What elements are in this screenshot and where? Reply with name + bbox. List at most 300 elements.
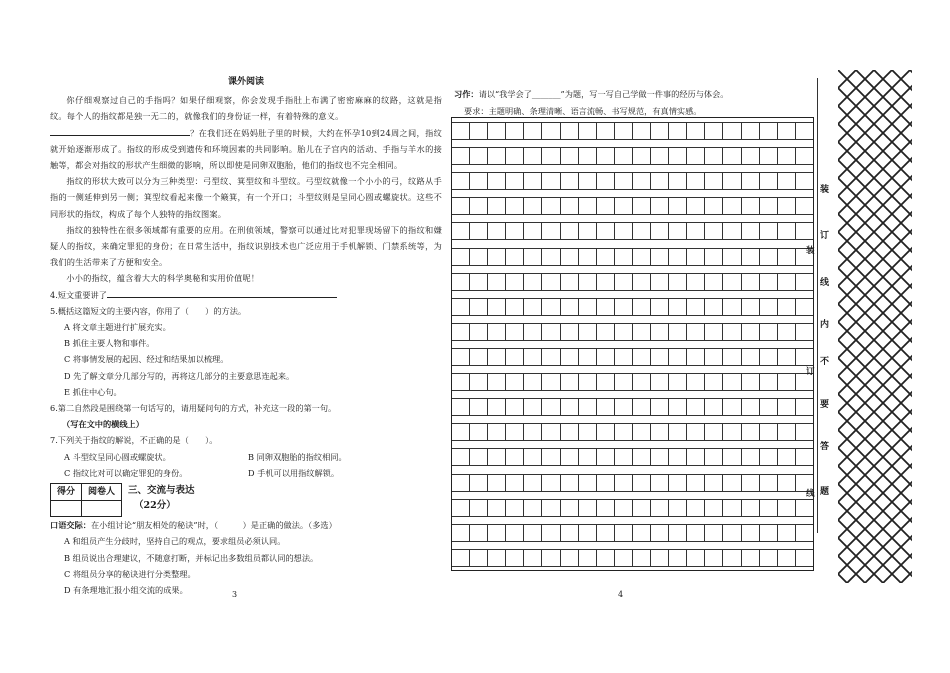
grid-cell[interactable] bbox=[561, 449, 579, 465]
grid-cell[interactable] bbox=[651, 525, 669, 541]
grid-cell[interactable] bbox=[687, 173, 705, 189]
grid-cell[interactable] bbox=[524, 274, 542, 290]
grid-cell[interactable] bbox=[470, 249, 488, 265]
grid-cell[interactable] bbox=[542, 324, 560, 340]
grid-cell[interactable] bbox=[524, 525, 542, 541]
grid-cell[interactable] bbox=[705, 223, 723, 239]
grid-cell[interactable] bbox=[796, 299, 813, 315]
grid-cell[interactable] bbox=[597, 475, 615, 491]
grid-cell[interactable] bbox=[506, 525, 524, 541]
grid-cell[interactable] bbox=[615, 374, 633, 390]
grid-cell[interactable] bbox=[542, 249, 560, 265]
grid-cell[interactable] bbox=[561, 274, 579, 290]
grid-cell[interactable] bbox=[579, 223, 597, 239]
grid-cell[interactable] bbox=[633, 148, 651, 164]
grid-cell[interactable] bbox=[760, 449, 778, 465]
answer-line-q4[interactable] bbox=[107, 288, 337, 298]
grid-cell[interactable] bbox=[723, 223, 741, 239]
grid-cell[interactable] bbox=[488, 223, 506, 239]
grid-cell[interactable] bbox=[796, 173, 813, 189]
grid-cell[interactable] bbox=[705, 148, 723, 164]
grid-cell[interactable] bbox=[742, 374, 760, 390]
grid-cell[interactable] bbox=[452, 173, 470, 189]
grid-cell[interactable] bbox=[669, 525, 687, 541]
grid-cell[interactable] bbox=[542, 399, 560, 415]
grid-cell[interactable] bbox=[470, 274, 488, 290]
grid-cell[interactable] bbox=[669, 475, 687, 491]
grid-cell[interactable] bbox=[742, 424, 760, 440]
grid-cell[interactable] bbox=[506, 475, 524, 491]
grid-cell[interactable] bbox=[687, 475, 705, 491]
grid-cell[interactable] bbox=[452, 399, 470, 415]
grid-cell[interactable] bbox=[597, 550, 615, 566]
grid-cell[interactable] bbox=[669, 324, 687, 340]
grid-cell[interactable] bbox=[778, 525, 796, 541]
grid-cell[interactable] bbox=[705, 173, 723, 189]
grid-cell[interactable] bbox=[687, 374, 705, 390]
grid-cell[interactable] bbox=[579, 274, 597, 290]
grid-cell[interactable] bbox=[488, 148, 506, 164]
grid-cell[interactable] bbox=[778, 274, 796, 290]
grid-cell[interactable] bbox=[488, 173, 506, 189]
grid-cell[interactable] bbox=[615, 525, 633, 541]
grid-cell[interactable] bbox=[651, 374, 669, 390]
grid-cell[interactable] bbox=[669, 424, 687, 440]
grid-cell[interactable] bbox=[597, 500, 615, 516]
grid-cell[interactable] bbox=[723, 449, 741, 465]
grid-cell[interactable] bbox=[723, 374, 741, 390]
grid-cell[interactable] bbox=[705, 349, 723, 365]
grid-cell[interactable] bbox=[524, 249, 542, 265]
grid-cell[interactable] bbox=[705, 525, 723, 541]
grid-cell[interactable] bbox=[651, 324, 669, 340]
grid-cell[interactable] bbox=[452, 374, 470, 390]
grid-cell[interactable] bbox=[633, 324, 651, 340]
grid-cell[interactable] bbox=[561, 223, 579, 239]
grid-cell[interactable] bbox=[687, 500, 705, 516]
grid-cell[interactable] bbox=[561, 249, 579, 265]
grid-cell[interactable] bbox=[542, 424, 560, 440]
grid-cell[interactable] bbox=[542, 550, 560, 566]
grid-cell[interactable] bbox=[742, 349, 760, 365]
grid-cell[interactable] bbox=[651, 299, 669, 315]
grid-cell[interactable] bbox=[579, 475, 597, 491]
grid-cell[interactable] bbox=[723, 399, 741, 415]
grid-cell[interactable] bbox=[723, 198, 741, 214]
grid-cell[interactable] bbox=[561, 374, 579, 390]
grid-cell[interactable] bbox=[452, 223, 470, 239]
grid-cell[interactable] bbox=[524, 449, 542, 465]
grid-cell[interactable] bbox=[760, 424, 778, 440]
grid-cell[interactable] bbox=[778, 349, 796, 365]
grid-cell[interactable] bbox=[669, 449, 687, 465]
grid-cell[interactable] bbox=[488, 274, 506, 290]
grid-cell[interactable] bbox=[470, 449, 488, 465]
grid-cell[interactable] bbox=[687, 550, 705, 566]
grid-cell[interactable] bbox=[633, 173, 651, 189]
grid-cell[interactable] bbox=[561, 324, 579, 340]
grid-cell[interactable] bbox=[796, 525, 813, 541]
grid-cell[interactable] bbox=[760, 299, 778, 315]
grid-cell[interactable] bbox=[705, 424, 723, 440]
grid-cell[interactable] bbox=[669, 349, 687, 365]
grid-cell[interactable] bbox=[542, 449, 560, 465]
grid-cell[interactable] bbox=[705, 274, 723, 290]
grid-cell[interactable] bbox=[561, 424, 579, 440]
grid-cell[interactable] bbox=[778, 148, 796, 164]
grid-cell[interactable] bbox=[651, 500, 669, 516]
grid-cell[interactable] bbox=[452, 249, 470, 265]
grid-cell[interactable] bbox=[760, 249, 778, 265]
grid-cell[interactable] bbox=[579, 399, 597, 415]
grid-cell[interactable] bbox=[651, 148, 669, 164]
grid-cell[interactable] bbox=[760, 475, 778, 491]
grid-cell[interactable] bbox=[561, 500, 579, 516]
grid-cell[interactable] bbox=[705, 198, 723, 214]
grid-cell[interactable] bbox=[651, 349, 669, 365]
grid-cell[interactable] bbox=[633, 550, 651, 566]
grid-cell[interactable] bbox=[524, 223, 542, 239]
grid-cell[interactable] bbox=[760, 274, 778, 290]
grid-cell[interactable] bbox=[488, 123, 506, 139]
grid-cell[interactable] bbox=[633, 500, 651, 516]
grid-cell[interactable] bbox=[687, 198, 705, 214]
grid-cell[interactable] bbox=[742, 198, 760, 214]
grid-cell[interactable] bbox=[669, 500, 687, 516]
grid-cell[interactable] bbox=[579, 249, 597, 265]
grid-cell[interactable] bbox=[723, 525, 741, 541]
grid-cell[interactable] bbox=[615, 148, 633, 164]
grid-cell[interactable] bbox=[524, 148, 542, 164]
grid-cell[interactable] bbox=[705, 475, 723, 491]
grid-cell[interactable] bbox=[705, 374, 723, 390]
grid-cell[interactable] bbox=[488, 475, 506, 491]
grid-cell[interactable] bbox=[687, 399, 705, 415]
grid-cell[interactable] bbox=[470, 299, 488, 315]
grid-cell[interactable] bbox=[633, 299, 651, 315]
grid-cell[interactable] bbox=[796, 274, 813, 290]
grid-cell[interactable] bbox=[506, 324, 524, 340]
grid-cell[interactable] bbox=[760, 500, 778, 516]
grid-cell[interactable] bbox=[488, 299, 506, 315]
grid-cell[interactable] bbox=[524, 500, 542, 516]
grid-cell[interactable] bbox=[687, 424, 705, 440]
grid-cell[interactable] bbox=[778, 500, 796, 516]
grid-cell[interactable] bbox=[796, 424, 813, 440]
grid-cell[interactable] bbox=[723, 123, 741, 139]
grid-cell[interactable] bbox=[742, 274, 760, 290]
grid-cell[interactable] bbox=[669, 399, 687, 415]
grid-cell[interactable] bbox=[561, 349, 579, 365]
grid-cell[interactable] bbox=[561, 399, 579, 415]
grid-cell[interactable] bbox=[651, 399, 669, 415]
grid-cell[interactable] bbox=[796, 550, 813, 566]
grid-cell[interactable] bbox=[524, 123, 542, 139]
grid-cell[interactable] bbox=[470, 324, 488, 340]
grid-cell[interactable] bbox=[470, 424, 488, 440]
grid-cell[interactable] bbox=[633, 525, 651, 541]
grid-cell[interactable] bbox=[470, 399, 488, 415]
grid-cell[interactable] bbox=[633, 399, 651, 415]
grid-cell[interactable] bbox=[705, 449, 723, 465]
grid-cell[interactable] bbox=[597, 324, 615, 340]
grid-cell[interactable] bbox=[579, 525, 597, 541]
grid-cell[interactable] bbox=[651, 173, 669, 189]
grid-cell[interactable] bbox=[506, 249, 524, 265]
grid-cell[interactable] bbox=[579, 449, 597, 465]
grid-cell[interactable] bbox=[597, 274, 615, 290]
grid-cell[interactable] bbox=[452, 449, 470, 465]
grid-cell[interactable] bbox=[615, 424, 633, 440]
grid-cell[interactable] bbox=[615, 173, 633, 189]
grid-cell[interactable] bbox=[687, 349, 705, 365]
grid-cell[interactable] bbox=[778, 449, 796, 465]
grid-cell[interactable] bbox=[778, 374, 796, 390]
grid-cell[interactable] bbox=[615, 223, 633, 239]
grid-cell[interactable] bbox=[742, 148, 760, 164]
grid-cell[interactable] bbox=[470, 525, 488, 541]
grid-cell[interactable] bbox=[597, 148, 615, 164]
grid-cell[interactable] bbox=[723, 550, 741, 566]
grid-cell[interactable] bbox=[470, 198, 488, 214]
grid-cell[interactable] bbox=[723, 500, 741, 516]
grid-cell[interactable] bbox=[452, 475, 470, 491]
grid-cell[interactable] bbox=[506, 299, 524, 315]
grid-cell[interactable] bbox=[760, 198, 778, 214]
grid-cell[interactable] bbox=[633, 274, 651, 290]
grid-cell[interactable] bbox=[506, 349, 524, 365]
writing-title-blank[interactable]: _______ bbox=[531, 89, 561, 99]
grid-cell[interactable] bbox=[524, 349, 542, 365]
grid-cell[interactable] bbox=[760, 374, 778, 390]
grid-cell[interactable] bbox=[506, 449, 524, 465]
grid-cell[interactable] bbox=[742, 500, 760, 516]
grid-cell[interactable] bbox=[506, 173, 524, 189]
grid-cell[interactable] bbox=[470, 123, 488, 139]
grid-cell[interactable] bbox=[760, 148, 778, 164]
grid-cell[interactable] bbox=[470, 475, 488, 491]
grid-cell[interactable] bbox=[723, 173, 741, 189]
grid-cell[interactable] bbox=[687, 249, 705, 265]
grid-cell[interactable] bbox=[796, 148, 813, 164]
grid-cell[interactable] bbox=[488, 349, 506, 365]
grid-cell[interactable] bbox=[542, 223, 560, 239]
grid-cell[interactable] bbox=[669, 374, 687, 390]
grid-cell[interactable] bbox=[542, 299, 560, 315]
grid-cell[interactable] bbox=[470, 550, 488, 566]
grid-cell[interactable] bbox=[488, 525, 506, 541]
grid-cell[interactable] bbox=[723, 148, 741, 164]
grid-cell[interactable] bbox=[524, 475, 542, 491]
grid-cell[interactable] bbox=[452, 299, 470, 315]
answer-blank-q6[interactable] bbox=[50, 126, 190, 136]
grid-cell[interactable] bbox=[633, 449, 651, 465]
grid-cell[interactable] bbox=[760, 399, 778, 415]
grid-cell[interactable] bbox=[452, 500, 470, 516]
grid-cell[interactable] bbox=[723, 324, 741, 340]
grid-cell[interactable] bbox=[452, 148, 470, 164]
grid-cell[interactable] bbox=[615, 349, 633, 365]
grid-cell[interactable] bbox=[542, 349, 560, 365]
grid-cell[interactable] bbox=[524, 173, 542, 189]
grid-cell[interactable] bbox=[597, 424, 615, 440]
grid-cell[interactable] bbox=[542, 123, 560, 139]
grid-cell[interactable] bbox=[778, 173, 796, 189]
grid-cell[interactable] bbox=[778, 424, 796, 440]
grid-cell[interactable] bbox=[524, 324, 542, 340]
grid-cell[interactable] bbox=[687, 525, 705, 541]
grid-cell[interactable] bbox=[669, 123, 687, 139]
grader-cell[interactable] bbox=[82, 501, 122, 517]
grid-cell[interactable] bbox=[723, 249, 741, 265]
grid-cell[interactable] bbox=[470, 374, 488, 390]
grid-cell[interactable] bbox=[687, 223, 705, 239]
grid-cell[interactable] bbox=[615, 475, 633, 491]
grid-cell[interactable] bbox=[615, 274, 633, 290]
grid-cell[interactable] bbox=[651, 274, 669, 290]
grid-cell[interactable] bbox=[524, 399, 542, 415]
grid-cell[interactable] bbox=[760, 173, 778, 189]
grid-cell[interactable] bbox=[488, 500, 506, 516]
grid-cell[interactable] bbox=[705, 123, 723, 139]
grid-cell[interactable] bbox=[651, 198, 669, 214]
grid-cell[interactable] bbox=[723, 349, 741, 365]
grid-cell[interactable] bbox=[615, 399, 633, 415]
grid-cell[interactable] bbox=[615, 123, 633, 139]
grid-cell[interactable] bbox=[669, 148, 687, 164]
grid-cell[interactable] bbox=[796, 449, 813, 465]
grid-cell[interactable] bbox=[778, 198, 796, 214]
grid-cell[interactable] bbox=[760, 123, 778, 139]
grid-cell[interactable] bbox=[633, 249, 651, 265]
grid-cell[interactable] bbox=[488, 374, 506, 390]
grid-cell[interactable] bbox=[597, 299, 615, 315]
grid-cell[interactable] bbox=[760, 223, 778, 239]
grid-cell[interactable] bbox=[579, 299, 597, 315]
grid-cell[interactable] bbox=[742, 324, 760, 340]
grid-cell[interactable] bbox=[579, 550, 597, 566]
grid-cell[interactable] bbox=[506, 424, 524, 440]
grid-cell[interactable] bbox=[633, 123, 651, 139]
grid-cell[interactable] bbox=[597, 198, 615, 214]
grid-cell[interactable] bbox=[470, 173, 488, 189]
grid-cell[interactable] bbox=[561, 299, 579, 315]
grid-cell[interactable] bbox=[524, 198, 542, 214]
grid-cell[interactable] bbox=[742, 223, 760, 239]
grid-cell[interactable] bbox=[561, 475, 579, 491]
grid-cell[interactable] bbox=[651, 475, 669, 491]
grid-cell[interactable] bbox=[615, 249, 633, 265]
grid-cell[interactable] bbox=[452, 324, 470, 340]
grid-cell[interactable] bbox=[669, 299, 687, 315]
grid-cell[interactable] bbox=[723, 424, 741, 440]
composition-grid[interactable] bbox=[451, 117, 814, 571]
grid-cell[interactable] bbox=[742, 173, 760, 189]
grid-cell[interactable] bbox=[796, 349, 813, 365]
grid-cell[interactable] bbox=[542, 173, 560, 189]
grid-cell[interactable] bbox=[742, 449, 760, 465]
grid-cell[interactable] bbox=[796, 324, 813, 340]
grid-cell[interactable] bbox=[470, 349, 488, 365]
grid-cell[interactable] bbox=[452, 424, 470, 440]
grid-cell[interactable] bbox=[579, 500, 597, 516]
grid-cell[interactable] bbox=[760, 525, 778, 541]
grid-cell[interactable] bbox=[542, 475, 560, 491]
grid-cell[interactable] bbox=[633, 374, 651, 390]
grid-cell[interactable] bbox=[615, 198, 633, 214]
grid-cell[interactable] bbox=[633, 424, 651, 440]
grid-cell[interactable] bbox=[705, 324, 723, 340]
grid-cell[interactable] bbox=[687, 324, 705, 340]
grid-cell[interactable] bbox=[723, 274, 741, 290]
grid-cell[interactable] bbox=[723, 475, 741, 491]
grid-cell[interactable] bbox=[561, 148, 579, 164]
grid-cell[interactable] bbox=[742, 550, 760, 566]
grid-cell[interactable] bbox=[615, 449, 633, 465]
grid-cell[interactable] bbox=[778, 399, 796, 415]
grid-cell[interactable] bbox=[524, 550, 542, 566]
grid-cell[interactable] bbox=[506, 374, 524, 390]
grid-cell[interactable] bbox=[452, 198, 470, 214]
grid-cell[interactable] bbox=[778, 324, 796, 340]
grid-cell[interactable] bbox=[687, 274, 705, 290]
grid-cell[interactable] bbox=[506, 123, 524, 139]
grid-cell[interactable] bbox=[760, 550, 778, 566]
grid-cell[interactable] bbox=[687, 148, 705, 164]
grid-cell[interactable] bbox=[561, 173, 579, 189]
grid-cell[interactable] bbox=[488, 324, 506, 340]
grid-cell[interactable] bbox=[778, 299, 796, 315]
grid-cell[interactable] bbox=[488, 424, 506, 440]
grid-cell[interactable] bbox=[742, 399, 760, 415]
grid-cell[interactable] bbox=[579, 198, 597, 214]
grid-cell[interactable] bbox=[778, 123, 796, 139]
grid-cell[interactable] bbox=[506, 223, 524, 239]
grid-cell[interactable] bbox=[452, 550, 470, 566]
grid-cell[interactable] bbox=[506, 198, 524, 214]
grid-cell[interactable] bbox=[615, 550, 633, 566]
grid-cell[interactable] bbox=[561, 550, 579, 566]
grid-cell[interactable] bbox=[633, 223, 651, 239]
grid-cell[interactable] bbox=[579, 349, 597, 365]
grid-cell[interactable] bbox=[506, 399, 524, 415]
grid-cell[interactable] bbox=[742, 525, 760, 541]
grid-cell[interactable] bbox=[597, 123, 615, 139]
grid-cell[interactable] bbox=[687, 449, 705, 465]
grid-cell[interactable] bbox=[488, 550, 506, 566]
grid-cell[interactable] bbox=[633, 475, 651, 491]
grid-cell[interactable] bbox=[470, 500, 488, 516]
grid-cell[interactable] bbox=[778, 223, 796, 239]
grid-cell[interactable] bbox=[542, 148, 560, 164]
grid-cell[interactable] bbox=[542, 525, 560, 541]
grid-cell[interactable] bbox=[597, 173, 615, 189]
grid-cell[interactable] bbox=[705, 550, 723, 566]
grid-cell[interactable] bbox=[615, 324, 633, 340]
grid-cell[interactable] bbox=[579, 123, 597, 139]
grid-cell[interactable] bbox=[633, 198, 651, 214]
grid-cell[interactable] bbox=[669, 249, 687, 265]
grid-cell[interactable] bbox=[669, 198, 687, 214]
grid-cell[interactable] bbox=[796, 223, 813, 239]
grid-cell[interactable] bbox=[705, 500, 723, 516]
grid-cell[interactable] bbox=[778, 475, 796, 491]
grid-cell[interactable] bbox=[669, 274, 687, 290]
grid-cell[interactable] bbox=[579, 148, 597, 164]
grid-cell[interactable] bbox=[597, 449, 615, 465]
grid-cell[interactable] bbox=[651, 424, 669, 440]
grid-cell[interactable] bbox=[561, 525, 579, 541]
